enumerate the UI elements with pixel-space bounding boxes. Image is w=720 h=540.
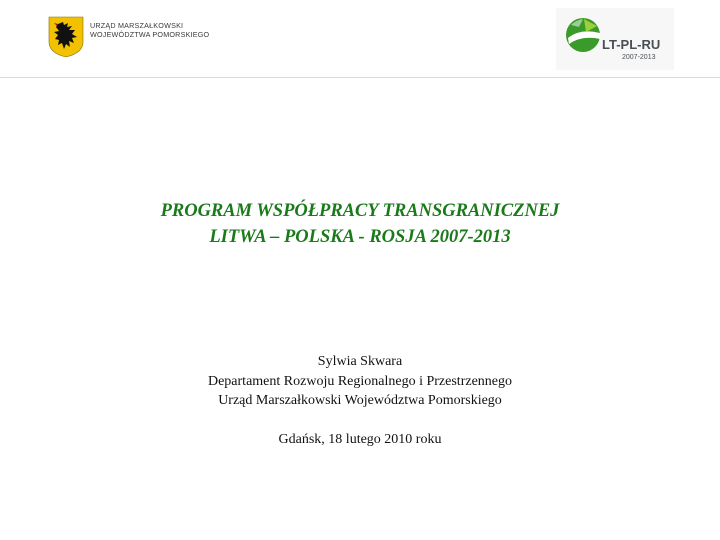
marshal-office-logo	[48, 16, 209, 58]
logo-text-line1: URZĄD MARSZAŁKOWSKI	[90, 21, 184, 30]
title-line2: LITWA – POLSKA - ROSJA 2007-2013	[209, 227, 511, 247]
title-line1: PROGRAM WSPÓŁPRACY TRANSGRANICZNEJ	[160, 201, 560, 221]
logo-text-line2: WOJEWÓDZTWA POMORSKIEGO	[90, 30, 210, 39]
presenter-name: Sylwia Skwara	[317, 354, 403, 369]
lt-pl-ru-emblem-icon	[564, 14, 604, 54]
header	[0, 0, 720, 77]
program-acronym: LT-PL-RU	[602, 37, 661, 52]
slide-title	[40, 198, 680, 250]
presenter-info	[40, 352, 680, 450]
griffin-crest-icon	[48, 16, 84, 58]
lt-pl-ru-logo	[556, 8, 674, 70]
program-years: 2007-2013	[622, 54, 656, 61]
presenter-department: Departament Rozwoju Regionalnego i Przestrzennego	[207, 373, 512, 389]
presenter-office: Urząd Marszałkowski Województwa Pomorskiego	[218, 393, 502, 408]
header-divider	[0, 77, 720, 78]
place-date: Gdańsk, 18 lutego 2010 roku	[278, 432, 442, 447]
